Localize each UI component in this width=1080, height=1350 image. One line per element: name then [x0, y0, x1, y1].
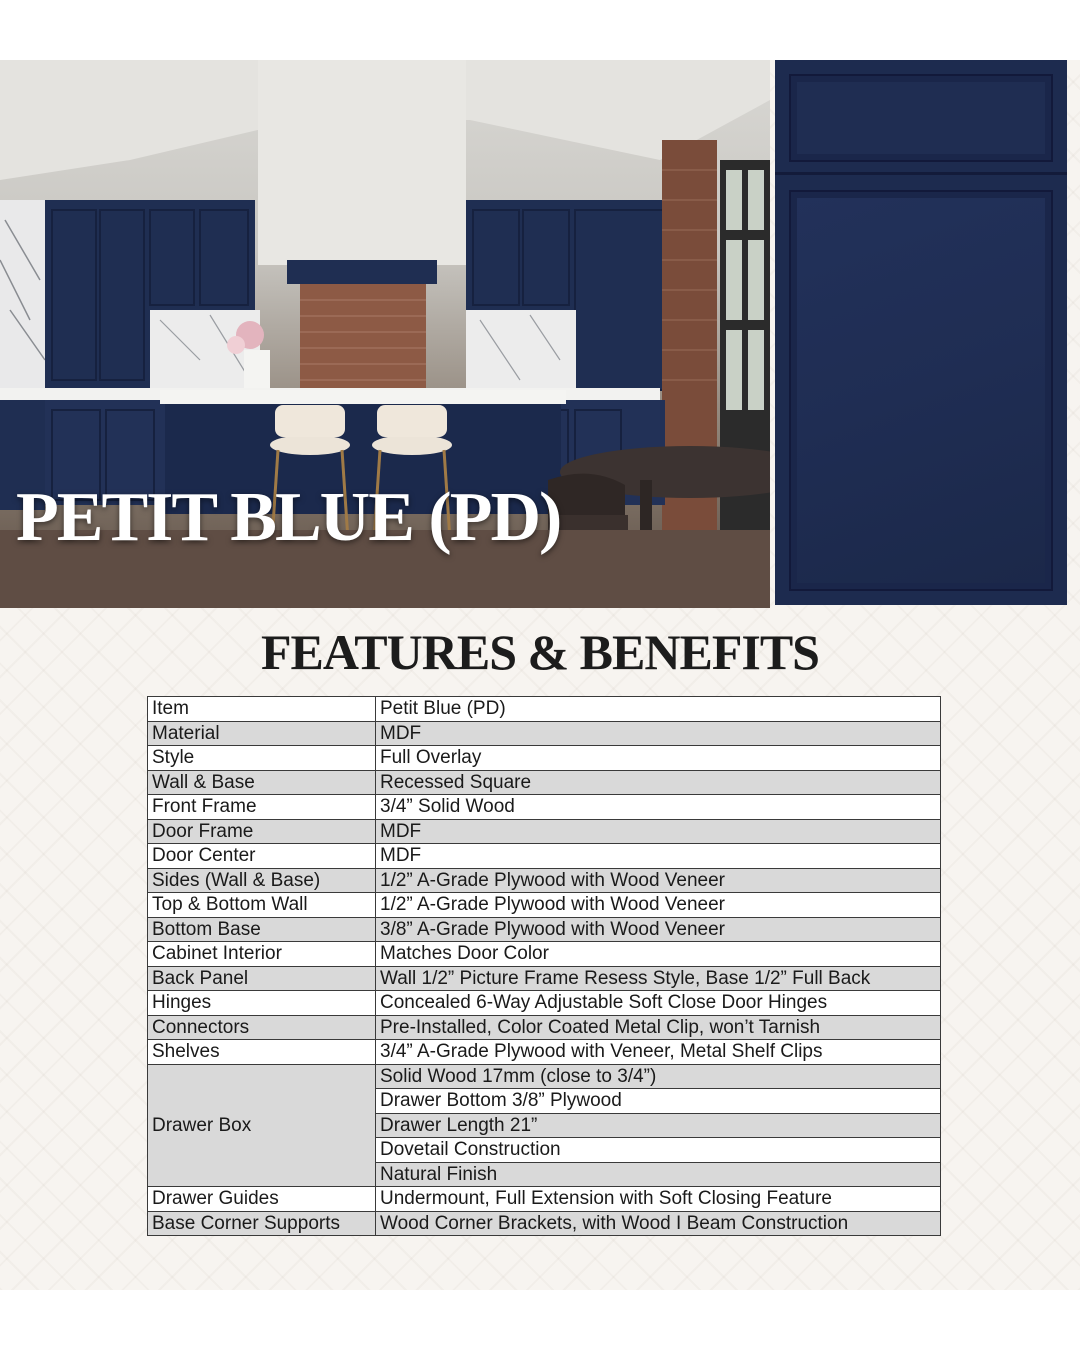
spec-label: Style [148, 746, 376, 771]
spec-label: Top & Bottom Wall [148, 893, 376, 918]
kitchen-photo [0, 60, 770, 608]
spec-label: Front Frame [148, 795, 376, 820]
spec-label: Hinges [148, 991, 376, 1016]
spec-label-drawer-box: Drawer Box [148, 1064, 376, 1187]
spec-value: 3/8” A-Grade Plywood with Wood Veneer [376, 917, 941, 942]
table-row [148, 991, 941, 1016]
spec-label: Cabinet Interior [148, 942, 376, 967]
spec-value: Recessed Square [376, 770, 941, 795]
features-title: FEATURES & BENEFITS [261, 624, 819, 680]
spec-value: Drawer Bottom 3/8” Plywood [376, 1089, 941, 1114]
door-divider [775, 172, 1067, 175]
spec-label: Item [148, 697, 376, 722]
spec-value: 3/4” A-Grade Plywood with Veneer, Metal Shelf Clips [376, 1040, 941, 1065]
spec-value: Petit Blue (PD) [376, 697, 941, 722]
spec-label: Door Center [148, 844, 376, 869]
spec-value: 3/4” Solid Wood [376, 795, 941, 820]
spec-value: Undermount, Full Extension with Soft Closing Feature [376, 1187, 941, 1212]
door-center-panel [789, 190, 1053, 591]
spec-value: Solid Wood 17mm (close to 3/4”) [376, 1064, 941, 1089]
spec-label: Wall & Base [148, 770, 376, 795]
spec-value: MDF [376, 844, 941, 869]
spec-label: Door Frame [148, 819, 376, 844]
table-row [148, 1040, 941, 1065]
table-row [148, 721, 941, 746]
spec-value: Wall 1/2” Picture Frame Resess Style, Base 1/2” Full Back [376, 966, 941, 991]
table-row [148, 819, 941, 844]
spec-value: Natural Finish [376, 1162, 941, 1187]
table-row [148, 868, 941, 893]
spec-sheet [0, 60, 1080, 1290]
spec-value: MDF [376, 721, 941, 746]
table-row [148, 697, 941, 722]
table-row [148, 1187, 941, 1212]
spec-value: Concealed 6-Way Adjustable Soft Close Door Hinges [376, 991, 941, 1016]
spec-label: Base Corner Supports [148, 1211, 376, 1236]
table-row [148, 844, 941, 869]
spec-value: Drawer Length 21” [376, 1113, 941, 1138]
spec-label: Shelves [148, 1040, 376, 1065]
table-row [148, 1015, 941, 1040]
table-row [148, 1211, 941, 1236]
spec-value: Pre-Installed, Color Coated Metal Clip, won’t Tarnish [376, 1015, 941, 1040]
spec-value: 1/2” A-Grade Plywood with Wood Veneer [376, 868, 941, 893]
product-name-title: PETIT BLUE (PD) [16, 479, 561, 556]
spec-label: Connectors [148, 1015, 376, 1040]
table-row [148, 942, 941, 967]
spec-value: Matches Door Color [376, 942, 941, 967]
table-row [148, 893, 941, 918]
table-row [148, 770, 941, 795]
spec-value: 1/2” A-Grade Plywood with Wood Veneer [376, 893, 941, 918]
specs-table [147, 696, 941, 1236]
spec-value: Wood Corner Brackets, with Wood I Beam Construction [376, 1211, 941, 1236]
spec-label: Sides (Wall & Base) [148, 868, 376, 893]
spec-label: Drawer Guides [148, 1187, 376, 1212]
spec-value: Full Overlay [376, 746, 941, 771]
door-sample [775, 60, 1067, 605]
spec-label: Material [148, 721, 376, 746]
table-row [148, 746, 941, 771]
spec-label: Back Panel [148, 966, 376, 991]
door-top-panel [789, 74, 1053, 162]
table-row [148, 966, 941, 991]
table-row [148, 917, 941, 942]
spec-label: Bottom Base [148, 917, 376, 942]
spec-value: MDF [376, 819, 941, 844]
spec-value: Dovetail Construction [376, 1138, 941, 1163]
table-row [148, 1064, 941, 1089]
table-row [148, 795, 941, 820]
